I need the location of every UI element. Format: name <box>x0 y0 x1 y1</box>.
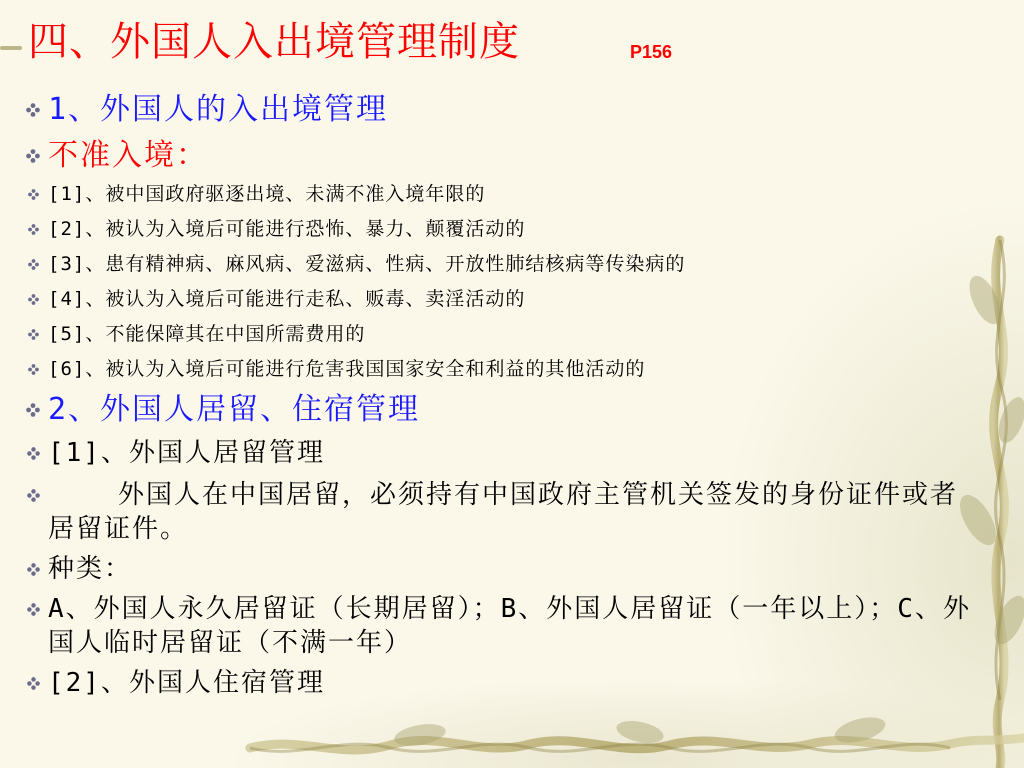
list-item <box>18 180 485 208</box>
list-item <box>18 250 685 278</box>
list-item-text: [5]、不能保障其在中国所需费用的 <box>48 323 366 345</box>
diamond-bullet-icon <box>18 666 48 690</box>
subsection-heading: 不准入境： <box>48 138 208 173</box>
list-item-text: [1]、被中国政府驱逐出境、未满不准入境年限的 <box>48 183 486 205</box>
diamond-bullet-icon <box>18 90 48 117</box>
section-heading: 2、外国人居留、住宿管理 <box>48 392 421 427</box>
slide-title: 四、外国人入出境管理制度 <box>28 19 520 65</box>
list-item <box>18 215 525 243</box>
diamond-bullet-icon <box>18 250 48 270</box>
diamond-bullet-icon <box>18 390 48 417</box>
list-item <box>18 592 978 660</box>
list-item <box>18 90 388 130</box>
list-item-text: [2]、被认为入境后可能进行恐怖、暴力、颠覆活动的 <box>48 218 526 240</box>
list-item-text: [4]、被认为入境后可能进行走私、贩毒、卖淫活动的 <box>48 288 526 310</box>
diamond-bullet-icon <box>18 285 48 305</box>
diamond-bullet-icon <box>18 215 48 235</box>
list-item-text: 种类： <box>48 554 133 584</box>
diamond-bullet-icon <box>18 436 48 460</box>
page-reference: P156 <box>630 42 673 62</box>
diamond-bullet-icon <box>18 552 48 576</box>
diamond-bullet-icon <box>18 136 48 163</box>
list-item-paragraph <box>48 478 978 546</box>
diamond-bullet-icon <box>18 592 48 616</box>
list-item <box>18 285 525 313</box>
list-item-text: [2]、外国人住宿管理 <box>48 668 325 698</box>
diamond-bullet-icon <box>18 320 48 340</box>
diamond-bullet-icon <box>18 478 48 502</box>
list-item-text: [3]、患有精神病、麻风病、爱滋病、性病、开放性肺结核病等传染病的 <box>48 253 686 275</box>
list-item <box>18 136 208 176</box>
list-item <box>18 552 132 586</box>
section-heading: 1、外国人的入出境管理 <box>48 92 389 127</box>
list-item <box>18 666 325 700</box>
list-item <box>18 355 645 383</box>
list-item <box>18 436 325 470</box>
title-accent-line <box>0 46 22 50</box>
list-item <box>18 478 978 546</box>
list-item-text: 外国人在中国居留，必须持有中国政府主管机关签发的身份证件或者居留证件。 <box>48 480 959 544</box>
diamond-bullet-icon <box>18 355 48 375</box>
diamond-bullet-icon <box>18 180 48 200</box>
list-item-text: A、外国人永久居留证（长期居留）；B、外国人居留证（一年以上）；C、外国人临时居留证（不满一年） <box>48 594 971 658</box>
list-item <box>18 320 365 348</box>
list-item <box>18 390 420 430</box>
list-item-text: [6]、被认为入境后可能进行危害我国国家安全和利益的其他活动的 <box>48 358 646 380</box>
list-item-text: [1]、外国人居留管理 <box>48 438 325 468</box>
